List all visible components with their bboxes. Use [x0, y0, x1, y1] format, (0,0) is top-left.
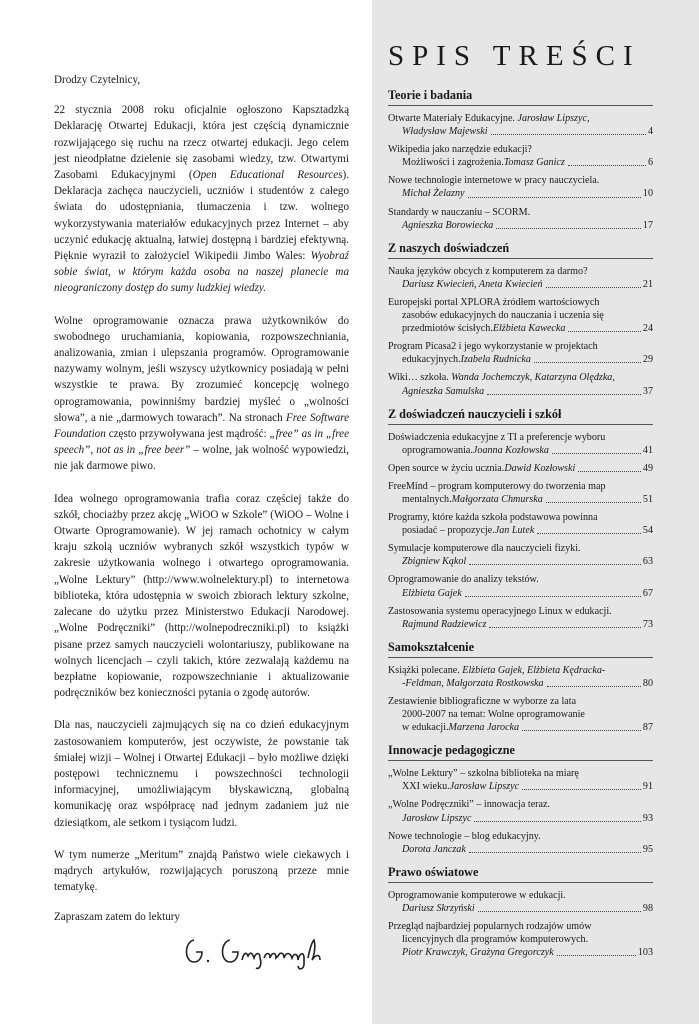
toc-entry-author-line [388, 156, 653, 169]
toc-leader-dots [522, 721, 641, 731]
toc-entry-page: 21 [642, 278, 653, 290]
toc-leader-dots [478, 902, 641, 912]
toc-entry-title-continuation: licencyjnych dla programów komputerowych. [402, 934, 589, 946]
toc-leader-dots [546, 278, 641, 288]
toc-entry-title-line [388, 889, 653, 902]
toc-entry-page: 24 [642, 323, 653, 335]
toc-entry-line [388, 462, 653, 475]
toc-section-heading: Z naszych doświadczeń [388, 241, 653, 259]
toc-entry-title: FreeMind – program komputerowy do tworzenia map [388, 480, 606, 492]
toc-entry[interactable] [388, 798, 653, 824]
toc-title: SPIS TREŚCI [388, 40, 641, 72]
toc-entry[interactable] [388, 112, 653, 138]
letter-paragraph-1 [54, 102, 349, 296]
toc-entry-title: Europejski portal XPLORA źródłem wartościowych [388, 296, 600, 308]
letter-paragraph-2 [54, 313, 349, 475]
toc-leader-dots [487, 385, 641, 395]
toc-entry-author-line [388, 812, 653, 825]
toc-entry-author-line [388, 843, 653, 856]
toc-entry-title: Książki polecane. [388, 664, 460, 676]
toc-entry[interactable] [388, 296, 653, 335]
toc-entry-title: Nowe technologie internetowe w pracy nauczyciela. [388, 175, 600, 187]
letter-p1-text: 22 stycznia 2008 roku oficjalnie ogłoszono Kapsztadzką Deklarację Otwartej Edukacji, która jest częścią dynamicznie rozwijającego się ruchu na rzecz otwartej edukacji. Jego celem jest nieodpłatne dzielenie się zasobami wiedzy, tzw. Otwartymi Zasobami Edukacyjnymi ( [54, 104, 349, 182]
toc-entry-title-end: mentalnych. [402, 493, 452, 505]
toc-entry-author: Joanna Kozłowska [472, 444, 549, 456]
toc-entry-page: 41 [642, 444, 653, 456]
toc-entry-title-end: przedmiotów ścisłych. [402, 323, 493, 335]
toc-entry-author-line [388, 555, 653, 568]
toc-leader-dots [468, 187, 641, 197]
toc-entry[interactable] [388, 573, 653, 599]
toc-entry-page: 63 [642, 556, 653, 568]
toc-entry-author-line [388, 493, 653, 506]
toc-entry-author: Elżbieta Kawecka [492, 323, 566, 335]
toc-entry-title-line [388, 371, 653, 384]
toc-entry[interactable] [388, 767, 653, 793]
toc-entry-title-line [388, 511, 653, 524]
toc-leader-dots [469, 555, 641, 565]
toc-entry-title-continuation: zasobów edukacyjnych do nauczania i uczenia się [402, 310, 604, 322]
toc-section-heading: Z doświadczeń nauczycieli i szkół [388, 407, 653, 425]
toc-entry-page: 87 [642, 722, 653, 734]
toc-entry-author: Rajmund Radziewicz [402, 618, 487, 630]
toc-leader-dots [547, 677, 641, 687]
toc-entry[interactable] [388, 206, 653, 232]
toc-entry-title: Wikipedia jako narzędzie edukacji? [388, 144, 532, 156]
table-of-contents [388, 88, 653, 968]
toc-entry-title-line [388, 920, 653, 933]
letter-greeting: Drodzy Czytelnicy, [54, 74, 141, 86]
toc-section [388, 865, 653, 959]
toc-entry-author: Władysław Majewski [402, 126, 488, 138]
toc-entry-page: 37 [642, 385, 653, 397]
toc-entry-author-line [388, 444, 653, 457]
toc-entry-title: Program Picasa2 i jego wykorzystanie w projektach [388, 341, 598, 353]
toc-leader-dots [537, 524, 641, 534]
toc-entry-author-line [388, 721, 653, 734]
toc-entry-page: 51 [642, 493, 653, 505]
toc-entry-author: Izabela Rudnicka [460, 354, 531, 366]
toc-entry-author-line [388, 780, 653, 793]
toc-leader-dots [496, 219, 641, 229]
toc-entry-author-line [388, 524, 653, 537]
toc-entry-author: Piotr Krawczyk, Grażyna Gregorczyk [402, 947, 554, 959]
toc-entry-title-line [388, 265, 653, 278]
toc-entry-title-line [388, 605, 653, 618]
toc-entry-title-line [388, 573, 653, 586]
toc-leader-dots [474, 812, 640, 822]
toc-entry-author: Dariusz Skrzyński [402, 902, 475, 914]
toc-entry-title-line [388, 174, 653, 187]
toc-entry-title-line [388, 340, 653, 353]
letter-p2-quote: „free” as in „free speech”, not as in „free beer” [54, 428, 349, 457]
toc-entry-title-line [388, 695, 653, 708]
toc-entry-title: Doświadczenia edukacyjne z TI a preferencje wyboru [388, 431, 606, 443]
toc-entry-title: Standardy w nauczaniu – SCORM. [388, 206, 531, 218]
toc-entry[interactable] [388, 340, 653, 366]
toc-entry-author-line [388, 385, 653, 398]
toc-entry-title: „Wolne Lektury” – szkolna biblioteka na miarę [388, 768, 579, 780]
toc-entry-author: Agnieszka Borowiecka [402, 219, 494, 231]
toc-entry-page: 93 [642, 812, 653, 824]
letter-paragraph-4: Dla nas, nauczycieli zajmujących się na co dzień edukacyjnym zastosowaniem komputerów, jest oczywiste, że powstanie tak śmiałej wizji – Wolnej i Otwartej Edukacji – było możliwe dzięki postępowi technicznemu i powszechności technologii informacyjnej, umożliwiającym błyskawiczną, globalną komunikację oraz współpracę nad jednym zadaniem już nie dziesiątkom, ale setkom i tysiącom ludzi. [54, 719, 349, 829]
toc-entry-title-line [388, 143, 653, 156]
letter-closing: Zapraszam zatem do lektury [54, 911, 180, 924]
toc-entry-author-line [388, 219, 653, 232]
toc-entry-author-line [388, 946, 653, 959]
toc-entry-author: Jarosław Lipszyc [402, 812, 472, 824]
toc-entry-author-line [388, 353, 653, 366]
letter-paragraph-3: Idea wolnego oprogramowania trafia coraz częściej także do szkół, chociażby przez akcję „WiOO w Szkole” (WiOO – Wolne i Otwarte Oprogramowanie). W jej ramach ochotnicy w całym kraju szkolą uczniów wybranych szkół wszystkich typów w zakresie użytkowania wolnego i otwartego oprogramowania. „Wolne Lektury” (http://www.wolnelektury.pl) to internetowa biblioteka, która udostępnia w swoich zbiorach lektury szkolne, zalecane do użytku przez Ministerstwo Edukacji Narodowej. „Wolne Podręczniki” (http://wolnepodreczniki.pl) to książki pisane przez samych nauczycieli wolontariuszy, publikowane na wolnych licencjach – czyli takich, które zezwalają każdemu na bezpłatne kopiowanie, rozpowszechnianie i aktualizowanie podręczników bez konieczności pytania o zgodę autorów. [54, 492, 349, 700]
toc-section-heading: Innowacje pedagogiczne [388, 743, 653, 761]
toc-entry[interactable] [388, 889, 653, 915]
toc-entry-page: 6 [647, 157, 653, 169]
toc-entry-author: Agnieszka Samulska [402, 385, 485, 397]
toc-entry-title: Otwarte Materiały Edukacyjne. [388, 113, 515, 124]
toc-entry-author: Marzena Jarocka [448, 722, 520, 734]
letter-p1-italic: Open Educational Resources [192, 169, 343, 182]
signature-image [180, 930, 340, 970]
toc-entry-author-line [388, 187, 653, 200]
toc-leader-dots [546, 493, 641, 503]
toc-entry-author: Dorota Janczak [402, 843, 466, 855]
letter-p1-quote: Wyobraź sobie świat, w którym każda osoba na naszej planecie ma nieograniczony dostęp do sumy ludzkiej wiedzy. [54, 250, 349, 295]
toc-entry-title: Oprogramowanie do analizy tekstów. [388, 574, 539, 586]
toc-entry[interactable] [388, 143, 653, 169]
toc-leader-dots [469, 843, 641, 853]
toc-entry-page: 67 [642, 587, 653, 599]
toc-entry[interactable] [388, 695, 653, 734]
toc-entry-author: Jan Lutek [494, 525, 535, 537]
toc-section [388, 407, 653, 631]
toc-entry-title-line [388, 798, 653, 811]
toc-leader-dots [578, 462, 641, 472]
toc-entry-title-line [388, 542, 653, 555]
toc-entry[interactable] [388, 462, 653, 475]
toc-entry-author-line [388, 125, 653, 138]
toc-entry-title-continuation: 2000-2007 na temat: Wolne oprogramowanie [402, 709, 585, 721]
toc-entry[interactable] [388, 920, 653, 959]
toc-entry-title-line [388, 431, 653, 444]
toc-section [388, 88, 653, 232]
toc-entry-page: 4 [647, 126, 653, 138]
toc-entry-author-inline: Jarosław Lipszyc, [517, 113, 590, 124]
toc-entry-author: Elżbieta Gajek [402, 587, 462, 599]
toc-entry-author: Małgorzata Chmurska [451, 493, 543, 505]
toc-entry-title-end: XXI wieku. [402, 781, 450, 793]
toc-entry[interactable] [388, 830, 653, 856]
toc-leader-dots [491, 125, 646, 135]
toc-section-heading: Teorie i badania [388, 88, 653, 106]
letter-p1-continuation: ). Deklaracja zachęca nauczycieli, uczniów i studentów z całego świata do udostępniania, tłumaczenia i tzw. wolnego wykorzystywania materiałów edukacyjnych przez Internet – aby uczynić edukację aktualną, łatwiej dostępną i bardziej efektywną. Pięknie wyraził to założyciel Wikipedii Jimbo Wales: [54, 169, 349, 263]
toc-leader-dots [465, 587, 641, 597]
toc-leader-dots [552, 444, 641, 454]
toc-leader-dots [522, 780, 641, 790]
toc-leader-dots [557, 946, 636, 956]
toc-entry-title-line [388, 112, 653, 125]
toc-entry-title-line [388, 296, 653, 309]
toc-entry-title-end: w edukacji. [402, 722, 449, 734]
toc-entry-author: Dariusz Kwiecień, Aneta Kwiecień [402, 278, 543, 290]
toc-entry-page: 10 [642, 188, 653, 200]
letter-p2-text-a: Wolne oprogramowanie oznacza prawa użytkowników do swobodnego uruchamiania, kopiowania, rozpowszechniania, analizowania, zmian i ulepszania programów. Oprogramowanie nazywamy wolnym, jeśli wszyscy użytkownicy posiadają w pełni wszystkie te prawa. By zrozumieć koncepcję wolnego oprogramowania, powinniśmy bardziej myśleć o „wolności słowa”, a nie „darmowych towarach”. Na stronach [54, 314, 349, 424]
toc-section [388, 743, 653, 856]
toc-entry-title: Programy, które każda szkoła podstawowa powinna [388, 512, 598, 524]
toc-entry-page: 95 [642, 843, 653, 855]
letter-p2-text-c: – wolne, jak wolność wypowiedzi, nie jak darmowe piwo. [54, 444, 349, 473]
letter-p2-fsf: Free Software Foundation [54, 411, 349, 441]
toc-entry-title-line [388, 767, 653, 780]
toc-entry-title: Nauka języków obcych z komputerem za darmo? [388, 265, 588, 277]
toc-entry-title: „Wolne Podręczniki” – innowacja teraz. [388, 799, 551, 811]
toc-entry-page: 103 [637, 947, 653, 959]
toc-entry-page: 73 [642, 618, 653, 630]
toc-entry-author-inline: Wanda Jochemczyk, Katarzyna Olędzka, [451, 372, 615, 384]
toc-entry-author: Dawid Kozłowski [504, 462, 576, 474]
toc-section [388, 241, 653, 398]
toc-entry[interactable] [388, 265, 653, 291]
toc-entry-title: Open source w życiu ucznia. [388, 462, 505, 474]
toc-entry-title-line [388, 664, 653, 677]
toc-entry-title-end: oprogramowania. [402, 444, 473, 456]
toc-entry-author-line [388, 278, 653, 291]
toc-entry[interactable] [388, 480, 653, 506]
toc-entry-author: Michał Żelazny [402, 188, 465, 200]
toc-entry-title: Zastosowania systemu operacyjnego Linux w edukacji. [388, 605, 612, 617]
toc-entry[interactable] [388, 511, 653, 537]
toc-entry-title: Nowe technologie – blog edukacyjny. [388, 830, 541, 842]
toc-entry-page: 29 [642, 354, 653, 366]
editorial-letter [54, 72, 349, 926]
toc-entry-page: 80 [642, 677, 653, 689]
toc-entry-title-line [388, 480, 653, 493]
toc-entry-author-line [388, 677, 653, 690]
toc-entry-author: Jarosław Lipszyc [449, 781, 520, 793]
toc-entry-title-line [388, 830, 653, 843]
toc-entry-author-inline: Elżbieta Gajek, Elżbieta Kędracka- [462, 664, 606, 676]
toc-entry-title-end: posiadać – propozycje. [402, 525, 495, 537]
toc-entry-title: Symulacje komputerowe dla nauczycieli fizyki. [388, 543, 581, 555]
toc-entry-title-end: edukacyjnych. [402, 354, 461, 366]
letter-paragraph-5: W tym numerze „Meritum” znajdą Państwo wiele ciekawych i mądrych artykułów, rozwijających poruszoną przeze mnie tematykę. [54, 848, 349, 894]
toc-entry-page: 98 [642, 902, 653, 914]
toc-section-heading: Samokształcenie [388, 640, 653, 658]
toc-entry[interactable] [388, 664, 653, 690]
toc-entry[interactable] [388, 605, 653, 631]
toc-leader-dots [534, 353, 641, 363]
toc-entry-author: -Feldman, Małgorzata Rostkowska [402, 677, 544, 689]
letter-p2-text-b: często przywoływana jest mądrość: [105, 428, 270, 441]
toc-entry-author-line [388, 322, 653, 335]
toc-entry-title: Zestawienie bibliograficzne w wyborze za lata [388, 696, 577, 707]
toc-entry-title-end: Możliwości i zagrożenia. [402, 157, 504, 169]
toc-entry-author-line [388, 587, 653, 600]
toc-entry-title: Oprogramowanie komputerowe w edukacji. [388, 889, 566, 901]
toc-section [388, 640, 653, 734]
toc-leader-dots [489, 618, 641, 628]
toc-entry[interactable] [388, 371, 653, 397]
toc-leader-dots [568, 322, 640, 332]
toc-entry-title: Wiki… szkoła. [388, 372, 449, 384]
toc-entry-page: 17 [642, 219, 653, 231]
toc-entry-title-line [388, 206, 653, 219]
toc-entry[interactable] [388, 174, 653, 200]
toc-entry-author: Zbigniew Kąkol [402, 556, 467, 568]
toc-entry-page: 49 [642, 462, 653, 474]
toc-leader-dots [568, 156, 646, 166]
toc-entry-author: Tomasz Ganicz [503, 157, 565, 169]
toc-entry-page: 54 [642, 525, 653, 537]
toc-entry[interactable] [388, 431, 653, 457]
toc-section-heading: Prawo oświatowe [388, 865, 653, 883]
toc-entry-page: 91 [642, 781, 653, 793]
toc-entry[interactable] [388, 542, 653, 568]
toc-entry-author-line [388, 618, 653, 631]
toc-entry-author-line [388, 902, 653, 915]
toc-entry-title: Przegląd najbardziej popularnych rodzajów umów [388, 921, 592, 933]
